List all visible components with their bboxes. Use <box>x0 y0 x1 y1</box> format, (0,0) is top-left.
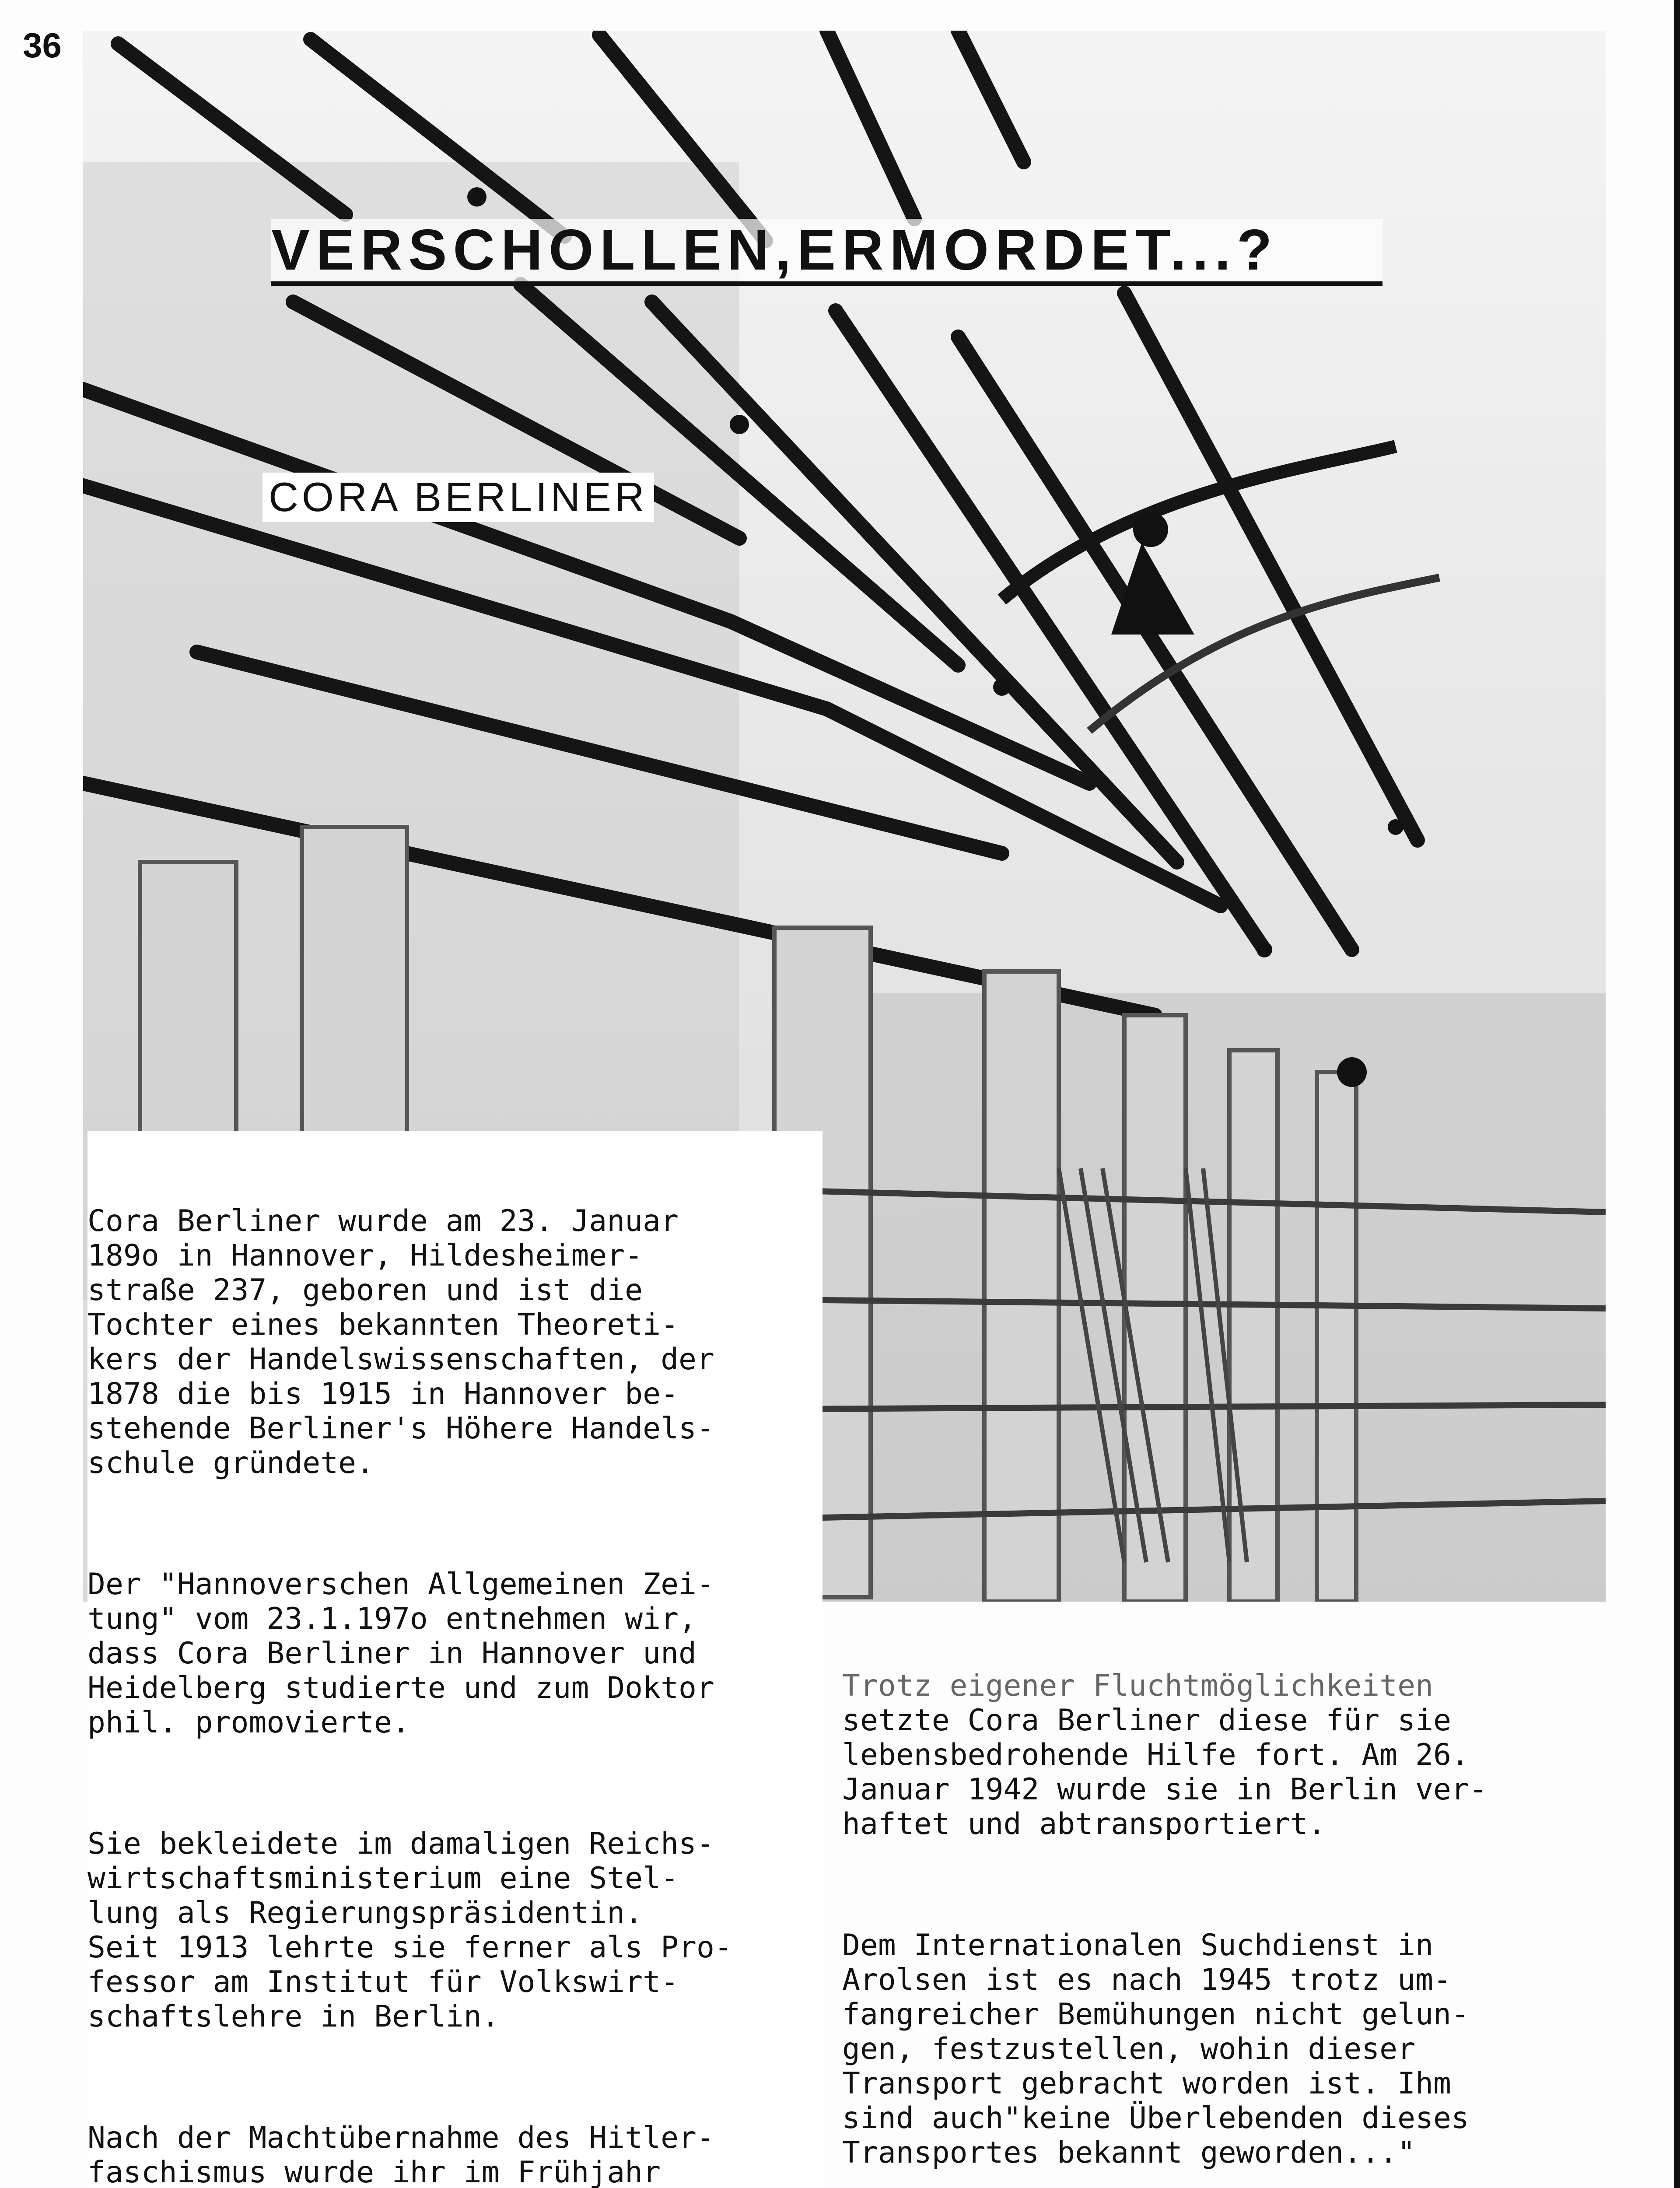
right-text-column <box>842 1599 1612 2188</box>
paragraph: Der "Hannoverschen Allgemeinen Zei- tung" vom 23.1.197o entnehmen wir, dass Cora Berliner in Hannover und Heidelberg studierte und zum Doktor phil. promovierte. <box>88 1567 714 1740</box>
left-text-column <box>88 1131 822 2188</box>
paragraph: Cora Berliner wurde am 23. Januar 189o in Hannover, Hildesheimer- straße 237, geboren und ist die Tochter eines bekannten Theoreti- kers der Handelswissenschaften, der 1878 die bis 1915 in Hannover be- stehende Berliner's Höhere Handels- schule gründete. <box>88 1204 714 1480</box>
paragraph-lead: Trotz eigener Fluchtmöglichkeiten <box>842 1669 1434 1703</box>
paragraph: Nach der Machtübernahme des Hitler- faschismus wurde ihr im Frühjahr <box>88 2121 714 2188</box>
headline: VERSCHOLLEN,ERMORDET...? <box>271 219 1382 286</box>
paragraph: setzte Cora Berliner diese für sie lebensbedrohende Hilfe fort. Am 26. Januar 1942 wurde sie in Berlin ver- haftet und abtransportiert. <box>842 1703 1487 1841</box>
page-number: 36 <box>23 26 62 65</box>
paragraph: Sie bekleidete im damaligen Reichs- wirtschaftsministerium eine Stel- lung als Regierungspräsidentin. Seit 1913 lehrte sie ferner als Pro- fessor am Institut für Volkswirt- schaftslehre in Berlin. <box>88 1827 732 2034</box>
subheadline: CORA BERLINER <box>262 473 654 522</box>
paragraph: Dem Internationalen Suchdienst in Arolsen ist es nach 1945 trotz um- fangreicher Bemühungen nicht gelun- gen, festzustellen, wohin dieser Transport gebracht worden ist. Ihm sind auch"keine Überlebenden dieses Transportes bekannt geworden..." <box>842 1928 1469 2170</box>
scan-edge <box>1674 0 1680 2188</box>
